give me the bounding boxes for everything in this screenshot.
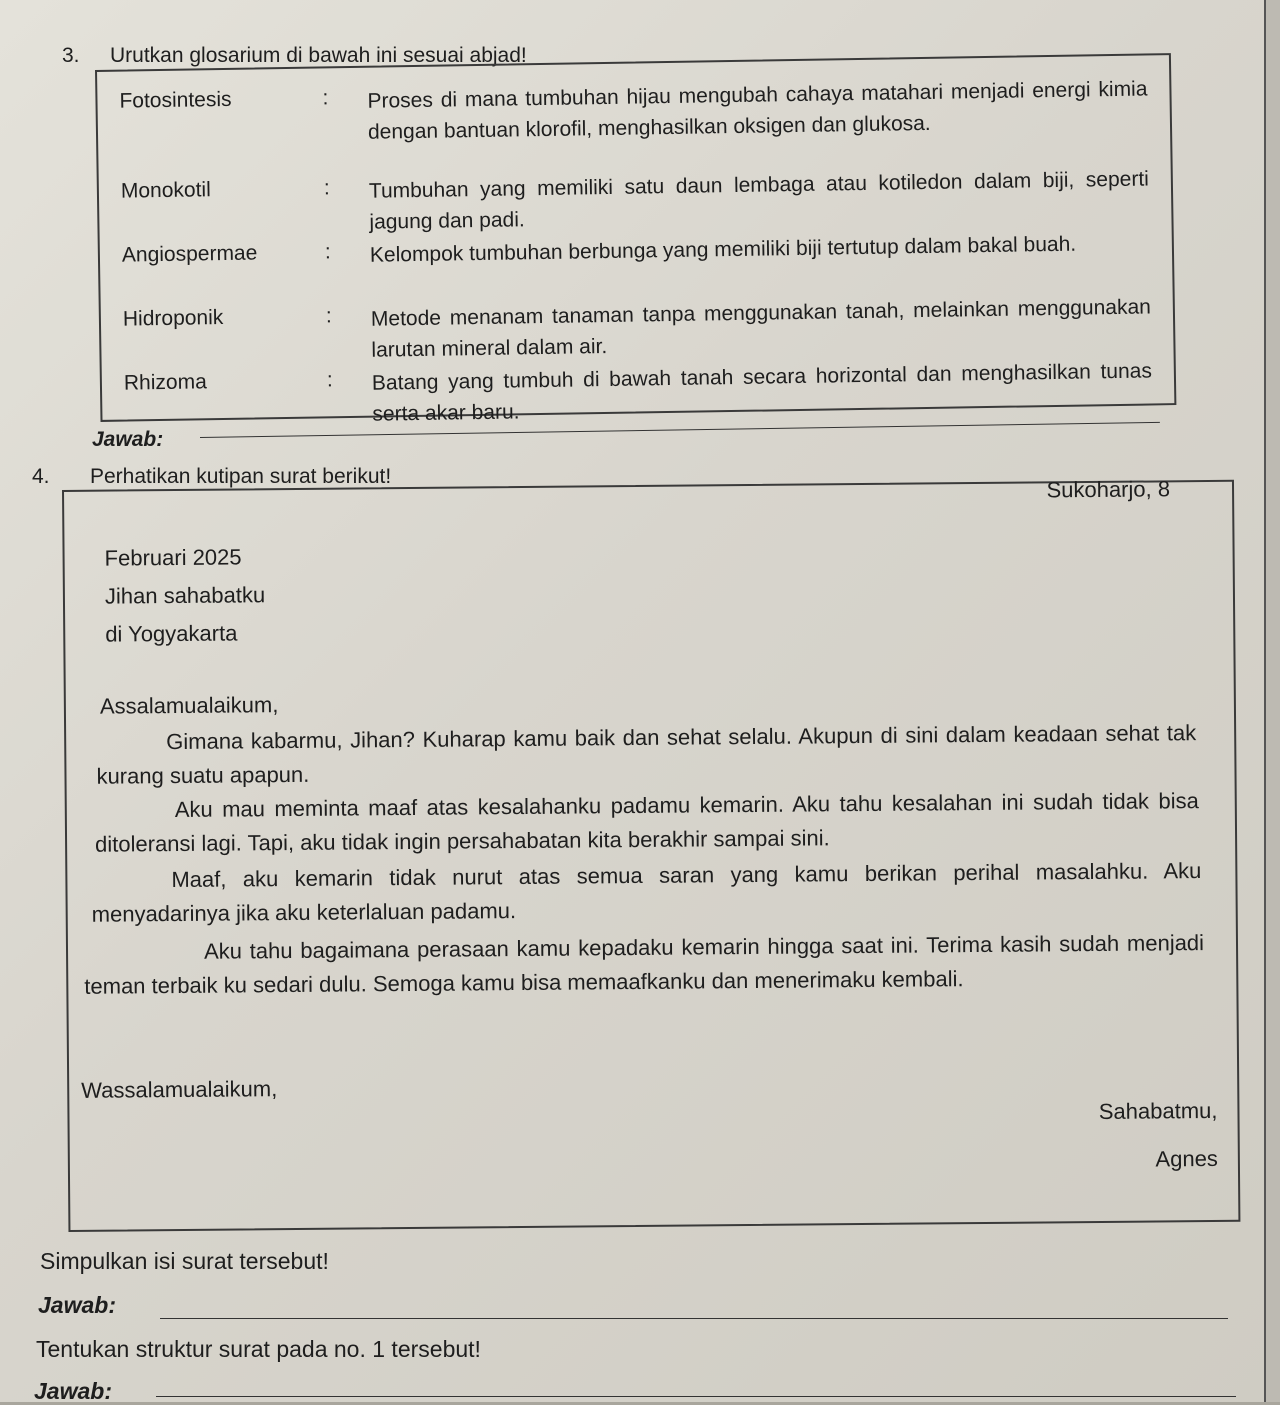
glossary-term: Angiospermae (121, 241, 258, 267)
letter-place-date: Sukoharjo, 8 (1046, 476, 1171, 503)
letter-closing: Wassalamualaikum, (81, 1076, 278, 1103)
glossary-term: Fotosintesis (119, 87, 232, 113)
page-edge (1264, 0, 1280, 1402)
question-4-answer-line-2[interactable] (156, 1396, 1236, 1397)
letter-paragraph: Gimana kabarmu, Jihan? Kuharap kamu baik dan sehat selalu. Akupun di sini dalam keadaan sehat tak kurang suatu apapun. (96, 720, 1197, 789)
question-3-answer-label: Jawab: (92, 428, 164, 451)
question-4-task-structure: Tentukan struktur surat pada no. 1 tersebut! (36, 1336, 481, 1362)
glossary-colon: : (324, 240, 331, 264)
question-3-number: 3. (62, 44, 80, 67)
glossary-colon: : (325, 304, 332, 328)
letter-paragraph: Maaf, aku kemarin tidak nurut atas semua saran yang kamu berikan perihal masalahku. Aku menyadarinya jika aku keterlaluan padamu. (91, 858, 1202, 927)
glossary-definition: Tumbuhan yang memiliki satu daun lembaga atau kotiledon dalam biji, seperti jagung dan padi. (368, 167, 1150, 234)
question-4-answer-label-2: Jawab: (34, 1378, 112, 1404)
letter-recipient-name: Jihan sahabatku (104, 582, 266, 609)
question-4-number: 4. (32, 465, 50, 488)
glossary-colon: : (323, 176, 330, 200)
glossary-definition: Batang yang tumbuh di bawah tanah secara horizontal dan menghasilkan tunas serta akar baru. (371, 359, 1153, 426)
question-4-task-summary: Simpulkan isi surat tersebut! (40, 1248, 329, 1274)
question-3-title: Urutkan glosarium di bawah ini sesuai abjad! (110, 44, 527, 67)
letter-date-continued: Februari 2025 (104, 544, 242, 571)
glossary-definition: Kelompok tumbuhan berbunga yang memiliki biji tertutup dalam bakal buah. (369, 232, 1077, 267)
letter-paragraph: Aku tahu bagaimana perasaan kamu kepadaku kemarin hingga saat ini. Terima kasih sudah menjadi teman terbaik ku sedari dulu. Semoga kamu bisa memaafkanku dan menerimaku kembali. (84, 930, 1205, 999)
glossary-item (97, 73, 1148, 144)
glossary-definition: Metode menanam tanaman tanpa menggunakan tanah, melainkan menggunakan larutan mineral dalam air. (370, 295, 1152, 362)
question-4-answer-label-1: Jawab: (38, 1292, 116, 1318)
glossary-box (95, 53, 1176, 426)
glossary-colon: : (322, 86, 329, 110)
glossary-colon: : (326, 368, 333, 392)
glossary-definition: Proses di mana tumbuhan hijau mengubah cahaya matahari menjadi energi kimia dengan bantuan klorofil, menghasilkan oksigen dan glukosa. (367, 77, 1148, 144)
letter-signature: Agnes (1155, 1145, 1218, 1172)
glossary-item (101, 291, 1152, 362)
glossary-term: Monokotil (120, 178, 211, 203)
question-4-title: Perhatikan kutipan surat berikut! (90, 465, 392, 488)
glossary-item (99, 163, 1150, 234)
letter-greeting: Assalamualaikum, (99, 692, 279, 719)
glossary-term: Hidroponik (122, 306, 224, 331)
letter-paragraph: Aku mau meminta maaf atas kesalahanku padamu kemarin. Aku tahu kesalahan ini sudah tidak bisa ditoleransi lagi. Tapi, aku tidak ingin persahabatan kita berakhir sampai sini. (94, 788, 1199, 857)
letter-signoff: Sahabatmu, (1098, 1097, 1218, 1124)
question-4-answer-line-1[interactable] (160, 1318, 1228, 1319)
glossary-term: Rhizoma (123, 370, 207, 395)
letter-recipient-address: di Yogyakarta (105, 620, 238, 647)
